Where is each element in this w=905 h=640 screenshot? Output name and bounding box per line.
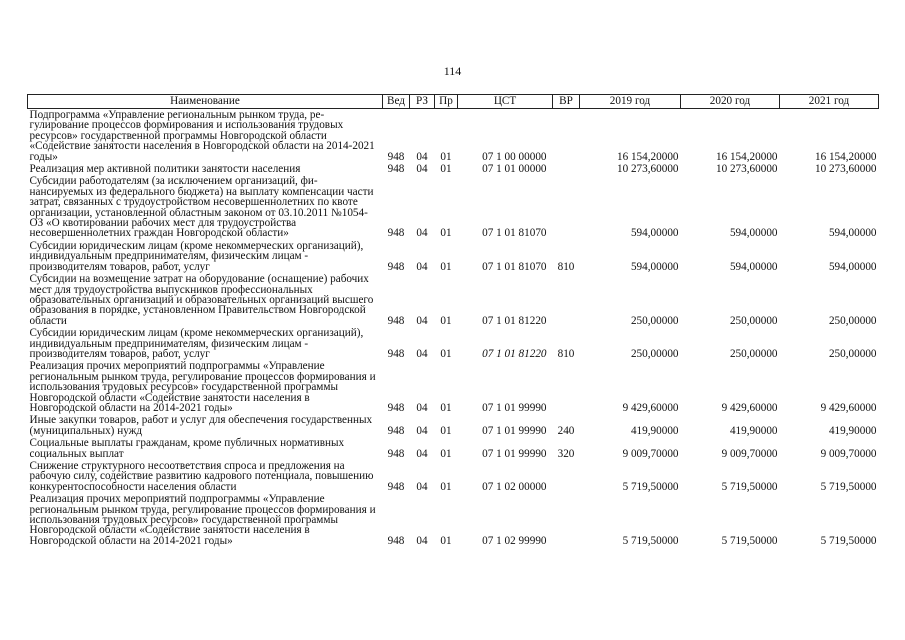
row-2021: 594,00000 xyxy=(828,260,877,273)
row-ved: 948 xyxy=(387,314,405,327)
row-2020: 16 154,20000 xyxy=(715,150,778,163)
row-ved: 948 xyxy=(387,227,405,240)
row-vr xyxy=(553,460,580,493)
row-rz: 04 xyxy=(416,163,428,176)
row-ved: 948 xyxy=(387,150,405,163)
row-2019: 250,00000 xyxy=(630,347,679,360)
row-2021: 9 009,70000 xyxy=(820,447,877,460)
table-row xyxy=(28,327,879,360)
row-rz: 04 xyxy=(416,347,428,360)
row-2021: 250,00000 xyxy=(828,314,877,327)
row-rz: 04 xyxy=(416,424,428,437)
row-2021: 9 429,60000 xyxy=(820,401,877,414)
row-rz: 04 xyxy=(416,150,428,163)
row-pr: 01 xyxy=(440,480,452,493)
row-pr: 01 xyxy=(440,347,452,360)
table-row xyxy=(28,109,879,164)
row-cst: 07 1 01 81220 xyxy=(482,347,547,360)
row-rz: 04 xyxy=(416,314,428,327)
table-row xyxy=(28,360,879,414)
row-cst: 07 1 01 99990 xyxy=(482,424,547,437)
row-pr: 01 xyxy=(440,150,452,163)
row-2020: 594,00000 xyxy=(729,260,778,273)
row-2020: 5 719,50000 xyxy=(721,480,778,493)
row-name: Иные закупки товаров, работ и услуг для обеспечения государственных (муниципальных) нужд xyxy=(29,414,373,437)
row-rz: 04 xyxy=(416,480,428,493)
row-2020: 9 009,70000 xyxy=(721,447,778,460)
row-2019: 594,00000 xyxy=(630,260,679,273)
row-ved: 948 xyxy=(387,534,405,547)
row-name: Субсидии юридическим лицам (кроме некоммерческих организаций), индивидуальным предпринимателям, физическим лицам - производителям товаров, работ, услуг xyxy=(29,327,364,360)
row-name: Субсидии юридическим лицам (кроме некоммерческих организаций), индивидуальным предпринимателям, физическим лицам - производителям товаров, работ, услуг xyxy=(29,239,364,273)
row-ved: 948 xyxy=(387,447,405,460)
row-pr: 01 xyxy=(440,227,452,240)
table-row xyxy=(28,240,879,273)
header-ved: Вед xyxy=(383,95,410,109)
row-2021: 419,90000 xyxy=(828,424,877,437)
row-2021: 5 719,50000 xyxy=(820,480,877,493)
row-cst: 07 1 00 00000 xyxy=(482,150,547,163)
row-vr xyxy=(553,360,580,414)
row-2020: 250,00000 xyxy=(729,314,778,327)
row-vr xyxy=(553,273,580,327)
row-rz: 04 xyxy=(416,227,428,240)
row-pr: 01 xyxy=(440,447,452,460)
row-name: Подпрограмма «Управление региональным рынком труда, регулирование процессов формирования и использования трудовых ресурсов» государственной программы Новгородской области «Содействие занятости населения в Новгородской области на 2014-2021 годы» xyxy=(29,109,375,163)
row-pr: 01 xyxy=(440,260,452,273)
row-2019: 9 429,60000 xyxy=(622,401,679,414)
row-name: Реализация прочих мероприятий подпрограммы «Управление региональным рынком труда, регулирование процессов формирования и использования трудовых ресурсов» государственной программы Новгородской области «Содействие занятости населения в Новгородской области на 2014-2021 годы» xyxy=(29,360,376,414)
row-pr: 01 xyxy=(440,534,452,547)
header-2019: 2019 год xyxy=(580,95,681,109)
row-cst: 07 1 01 99990 xyxy=(482,447,547,460)
header-name: Наименование xyxy=(28,95,383,109)
row-vr xyxy=(553,109,580,164)
row-vr: 240 xyxy=(557,424,575,437)
row-cst: 07 1 01 81220 xyxy=(482,314,547,327)
header-rz: РЗ xyxy=(410,95,435,109)
table-row xyxy=(28,414,879,437)
row-cst: 07 1 01 99990 xyxy=(482,401,547,414)
row-ved: 948 xyxy=(387,347,405,360)
row-2021: 16 154,20000 xyxy=(814,150,877,163)
row-2021: 594,00000 xyxy=(828,227,877,240)
row-cst: 07 1 02 00000 xyxy=(482,480,547,493)
table-row xyxy=(28,437,879,460)
row-ved: 948 xyxy=(387,424,405,437)
table-row xyxy=(28,493,879,547)
header-cst: ЦСТ xyxy=(458,95,553,109)
row-2021: 10 273,60000 xyxy=(814,163,877,176)
row-vr: 810 xyxy=(557,260,575,273)
table-header-row xyxy=(28,95,879,109)
row-name: Субсидии на возмещение затрат на оборудование (оснащение) рабочих мест для трудоустройства выпускников профессиональных образовательных организаций и образовательных организаций высшего образования в порядке, установленном Правительством Новгородской области xyxy=(29,273,374,327)
row-2019: 10 273,60000 xyxy=(616,163,679,176)
row-2021: 250,00000 xyxy=(828,347,877,360)
row-name: Реализация прочих мероприятий подпрограммы «Управление региональным рынком труда, регулирование процессов формирования и использования трудовых ресурсов» государственной программы Новгородской области «Содействие занятости населения в Новгородской области на 2014-2021 годы» xyxy=(29,493,376,547)
row-rz: 04 xyxy=(416,401,428,414)
row-name: Снижение структурного несоответствия спроса и предложения на рабочую силу, содействие развитию кадрового потенциала, повышению конкурентоспособности населения области xyxy=(29,460,374,493)
row-vr: 320 xyxy=(557,447,575,460)
row-cst: 07 1 01 00000 xyxy=(482,163,547,176)
row-vr xyxy=(553,175,580,239)
row-vr xyxy=(553,493,580,547)
table-row xyxy=(28,175,879,239)
row-2019: 5 719,50000 xyxy=(622,480,679,493)
row-rz: 04 xyxy=(416,260,428,273)
row-2020: 419,90000 xyxy=(729,424,778,437)
table-row xyxy=(28,163,879,175)
row-2020: 594,00000 xyxy=(729,227,778,240)
row-ved: 948 xyxy=(387,401,405,414)
row-name: Субсидии работодателям (за исключением организаций, финансируемых из федерального бюджета) на выплату компенсации части затрат, связанных с трудоустройством несовершеннолетних по квоте организации, установленной областным законом от 03.10.2011 №1054-ОЗ «О квотировании рабочих мест для трудоустройства несовершеннолетних граждан Новгородской области» xyxy=(29,175,374,240)
row-vr xyxy=(553,163,580,175)
row-2019: 250,00000 xyxy=(630,314,679,327)
row-rz: 04 xyxy=(416,447,428,460)
row-rz: 04 xyxy=(416,534,428,547)
row-2020: 9 429,60000 xyxy=(721,401,778,414)
row-pr: 01 xyxy=(440,401,452,414)
row-pr: 01 xyxy=(440,424,452,437)
row-2019: 594,00000 xyxy=(630,227,679,240)
row-2021: 5 719,50000 xyxy=(820,534,877,547)
page-number: 114 xyxy=(443,64,462,78)
header-vr: ВР xyxy=(553,95,580,109)
row-vr: 810 xyxy=(557,347,575,360)
row-pr: 01 xyxy=(440,163,452,176)
header-2021: 2021 год xyxy=(780,95,879,109)
row-ved: 948 xyxy=(387,163,405,176)
table-row xyxy=(28,273,879,327)
row-2020: 5 719,50000 xyxy=(721,534,778,547)
row-2019: 5 719,50000 xyxy=(622,534,679,547)
row-2020: 250,00000 xyxy=(729,347,778,360)
row-2019: 16 154,20000 xyxy=(616,150,679,163)
header-pr: Пр xyxy=(435,95,458,109)
row-2020: 10 273,60000 xyxy=(715,163,778,176)
row-ved: 948 xyxy=(387,260,405,273)
row-ved: 948 xyxy=(387,480,405,493)
budget-table xyxy=(27,94,879,547)
row-2019: 9 009,70000 xyxy=(622,447,679,460)
row-2019: 419,90000 xyxy=(630,424,679,437)
header-2020: 2020 год xyxy=(681,95,780,109)
row-name: Реализация мер активной политики занятости населения xyxy=(29,163,301,176)
row-pr: 01 xyxy=(440,314,452,327)
row-cst: 07 1 01 81070 xyxy=(482,227,547,240)
table-row xyxy=(28,460,879,493)
row-name: Социальные выплаты гражданам, кроме публичных нормативных социальных выплат xyxy=(29,437,345,460)
row-cst: 07 1 02 99990 xyxy=(482,534,547,547)
row-cst: 07 1 01 81070 xyxy=(482,260,547,273)
